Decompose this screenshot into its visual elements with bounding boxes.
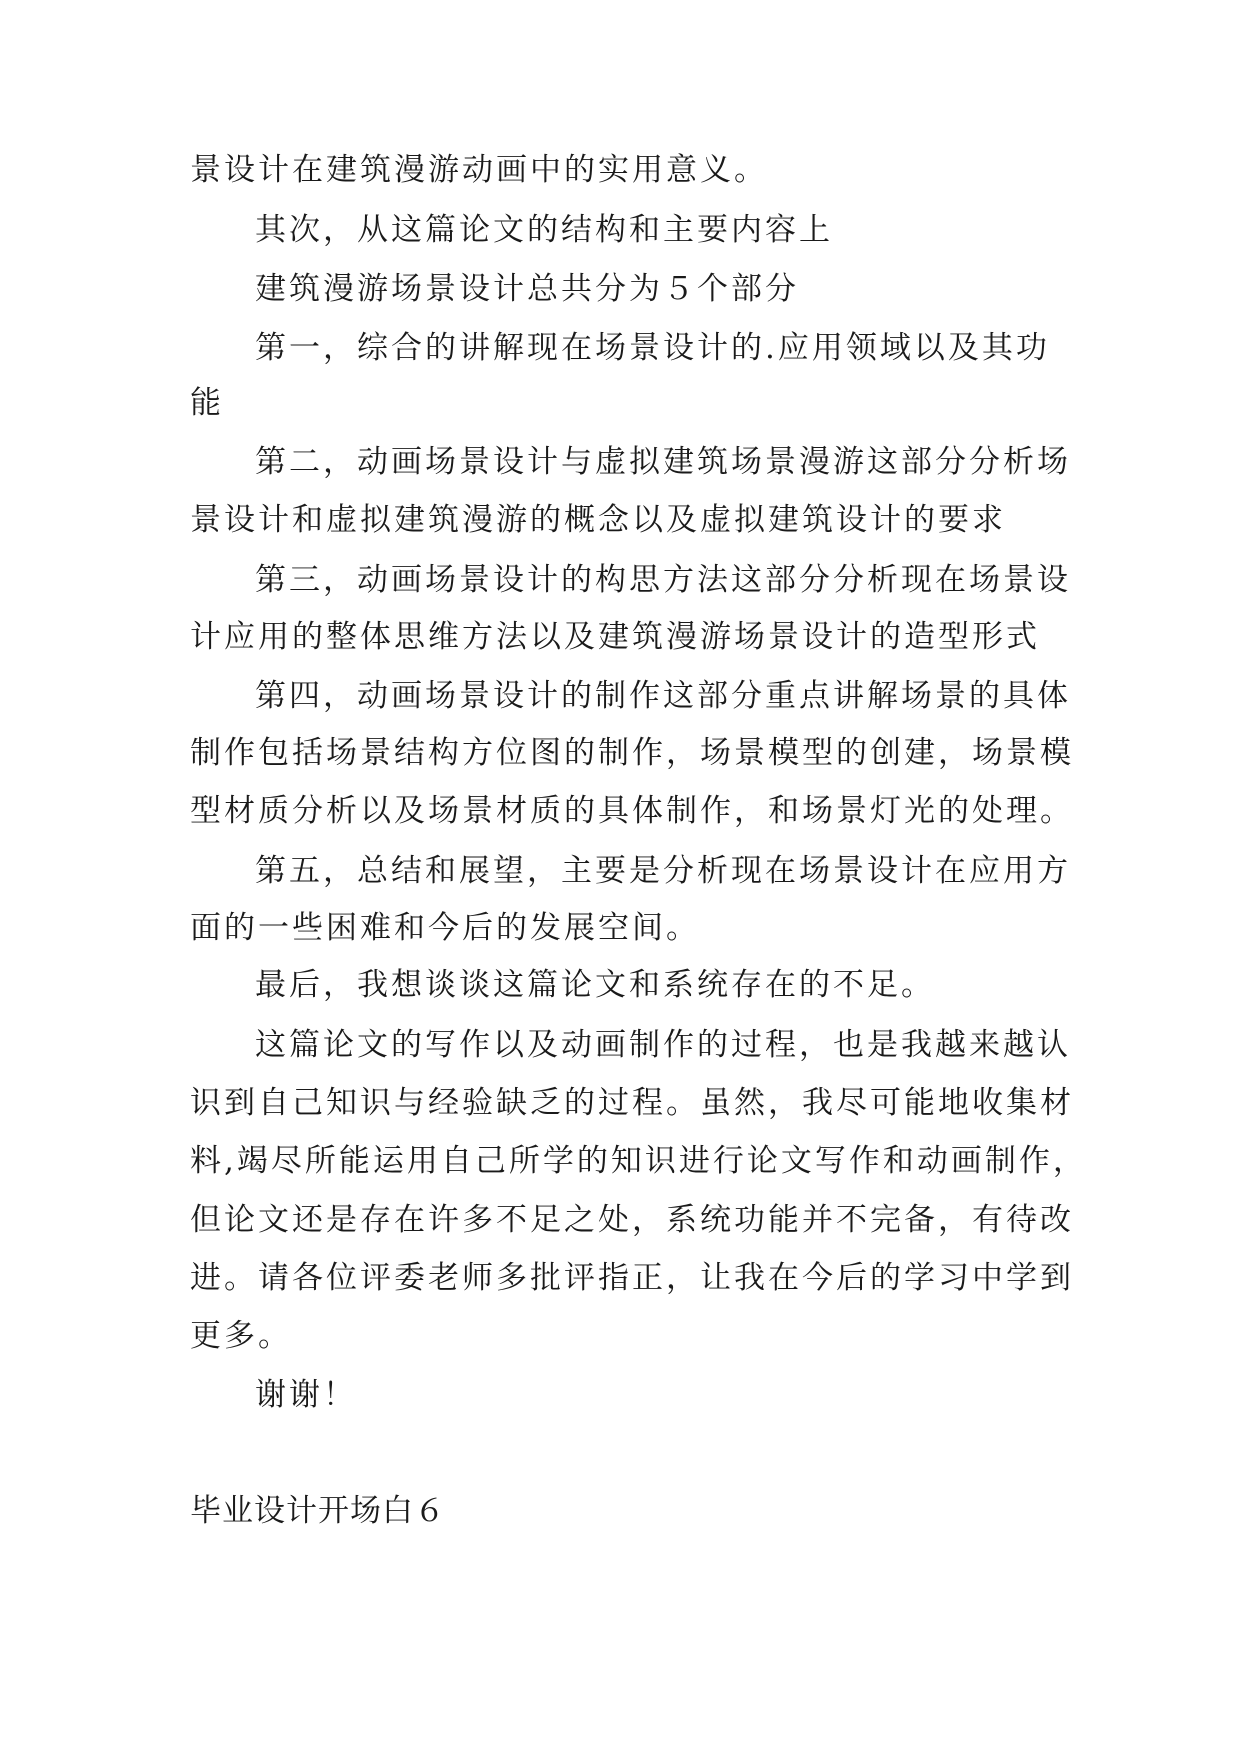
text-line: 但论文还是存在许多不足之处，系统功能并不完备，有待改 — [190, 1202, 1074, 1238]
closing-thanks: 谢谢！ — [255, 1377, 357, 1413]
text-line: 能 — [190, 385, 224, 421]
paragraph-start: 第一，综合的讲解现在场景设计的.应用领域以及其功 — [255, 330, 1050, 366]
text-line: 景设计在建筑漫游动画中的实用意义。 — [190, 152, 768, 188]
text-line: 型材质分析以及场景材质的具体制作，和场景灯光的处理。 — [190, 793, 1074, 829]
paragraph-start: 最后，我想谈谈这篇论文和系统存在的不足。 — [255, 967, 935, 1003]
text-line: 计应用的整体思维方法以及建筑漫游场景设计的造型形式 — [190, 619, 1040, 655]
text-line: 面的一些困难和今后的发展空间。 — [190, 910, 700, 946]
section-title: 毕业设计开场白６ — [190, 1493, 446, 1529]
text-line: 识到自己知识与经验缺乏的过程。虽然，我尽可能地收集材 — [190, 1085, 1074, 1121]
paragraph-start: 第三，动画场景设计的构思方法这部分分析现在场景设 — [255, 562, 1071, 598]
text-line: 进。请各位评委老师多批评指正，让我在今后的学习中学到 — [190, 1260, 1074, 1296]
text-line: 景设计和虚拟建筑漫游的概念以及虚拟建筑设计的要求 — [190, 502, 1006, 538]
text-line: 料,竭尽所能运用自己所学的知识进行论文写作和动画制作， — [190, 1143, 1087, 1179]
paragraph-start: 这篇论文的写作以及动画制作的过程，也是我越来越认 — [255, 1027, 1071, 1063]
paragraph-start: 其次，从这篇论文的结构和主要内容上 — [255, 212, 833, 248]
paragraph-start: 第二，动画场景设计与虚拟建筑场景漫游这部分分析场 — [255, 444, 1071, 480]
paragraph-start: 第五，总结和展望，主要是分析现在场景设计在应用方 — [255, 853, 1071, 889]
text-line: 制作包括场景结构方位图的制作，场景模型的创建，场景模 — [190, 735, 1074, 771]
paragraph-start: 第四，动画场景设计的制作这部分重点讲解场景的具体 — [255, 678, 1071, 714]
paragraph-start: 建筑漫游场景设计总共分为５个部分 — [255, 271, 799, 307]
text-line: 更多。 — [190, 1318, 292, 1354]
